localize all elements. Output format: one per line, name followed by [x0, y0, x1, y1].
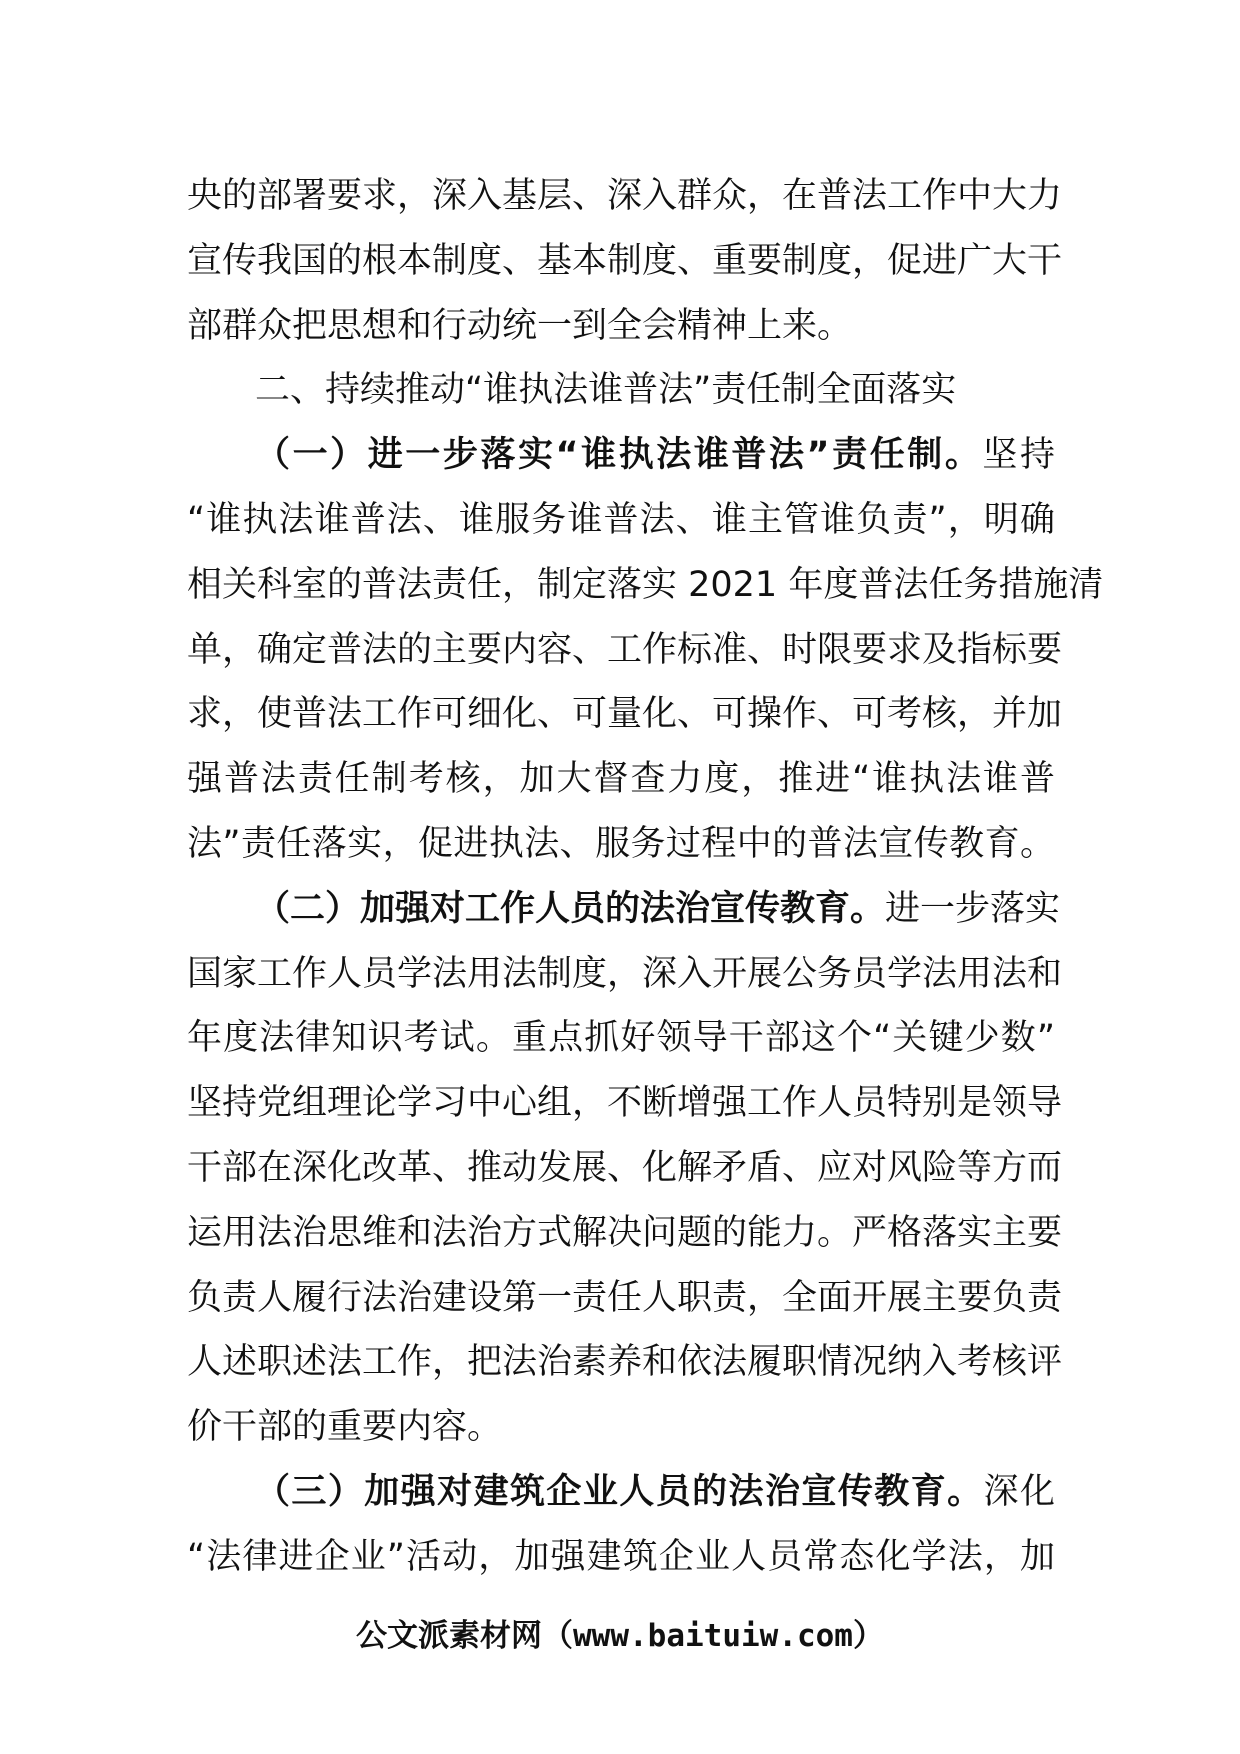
paragraph-line: 干部在深化改革、推动发展、化解矛盾、应对风险等方而 [187, 1147, 1063, 1188]
document-body [187, 164, 1104, 1590]
paragraph-text: 深化 [983, 1471, 1055, 1512]
subsection-heading: （一）进一步落实“谁执法谁普法”责任制。 [255, 435, 983, 476]
paragraph-line: 求，使普法工作可细化、可量化、可操作、可考核，并加 [187, 694, 1063, 735]
paragraph-line: 国家工作人员学法用法制度，深入开展公务员学法用法和 [187, 953, 1063, 994]
paragraph-line: 运用法治思维和法治方式解决问题的能力。严格落实主要 [187, 1212, 1063, 1253]
subsection-heading: （二）加强对工作人员的法治宣传教育。 [255, 888, 886, 929]
paragraph-line: “法律进企业”活动，加强建筑企业人员常态化学法，加 [187, 1536, 1055, 1577]
paragraph-line: 负责人履行法治建设第一责任人职责，全面开展主要负责 [187, 1277, 1063, 1318]
paragraph-text: 进一步落实 [885, 888, 1061, 929]
paragraph-line: 价干部的重要内容。 [187, 1407, 503, 1448]
subsection-heading: （三）加强对建筑企业人员的法治宣传教育。 [255, 1471, 984, 1512]
paragraph-line: “谁执法谁普法、谁服务谁普法、谁主管谁负责”，明确 [187, 499, 1055, 540]
paragraph-line: 年度法律知识考试。重点抓好领导干部这个“关键少数” [187, 1018, 1055, 1059]
paragraph-line: 强普法责任制考核，加大督查力度，推进“谁执法谁普 [187, 759, 1055, 800]
paragraph-line: 单，确定普法的主要内容、工作标准、时限要求及指标要 [187, 629, 1063, 670]
paragraph-text: 坚持 [982, 435, 1055, 476]
paragraph-line: 宣传我国的根本制度、基本制度、重要制度，促进广大干 [187, 240, 1063, 281]
paragraph-line: 法”责任落实，促进执法、服务过程中的普法宣传教育。 [187, 823, 1055, 864]
paragraph-line: 人述职述法工作，把法治素养和依法履职情况纳入考核评 [187, 1342, 1063, 1383]
subsection-heading-line [187, 1460, 1055, 1525]
paragraph-line: 央的部署要求，深入基层、深入群众，在普法工作中大力 [187, 176, 1063, 216]
subsection-heading-line [187, 877, 1061, 942]
paragraph-line: 坚持党组理论学习中心组，不断增强工作人员特别是领导 [187, 1083, 1063, 1124]
subsection-heading-line [187, 423, 1055, 488]
section-heading: 二、持续推动“谁执法谁普法”责任制全面落实 [255, 370, 957, 411]
paragraph-line: 相关科室的普法责任，制定落实 2021 年度普法任务措施清 [187, 564, 1104, 605]
paragraph-line: 部群众把思想和行动统一到全会精神上来。 [187, 305, 853, 346]
footer-watermark: 公文派素材网（www.baituiw.com） [356, 1618, 884, 1654]
